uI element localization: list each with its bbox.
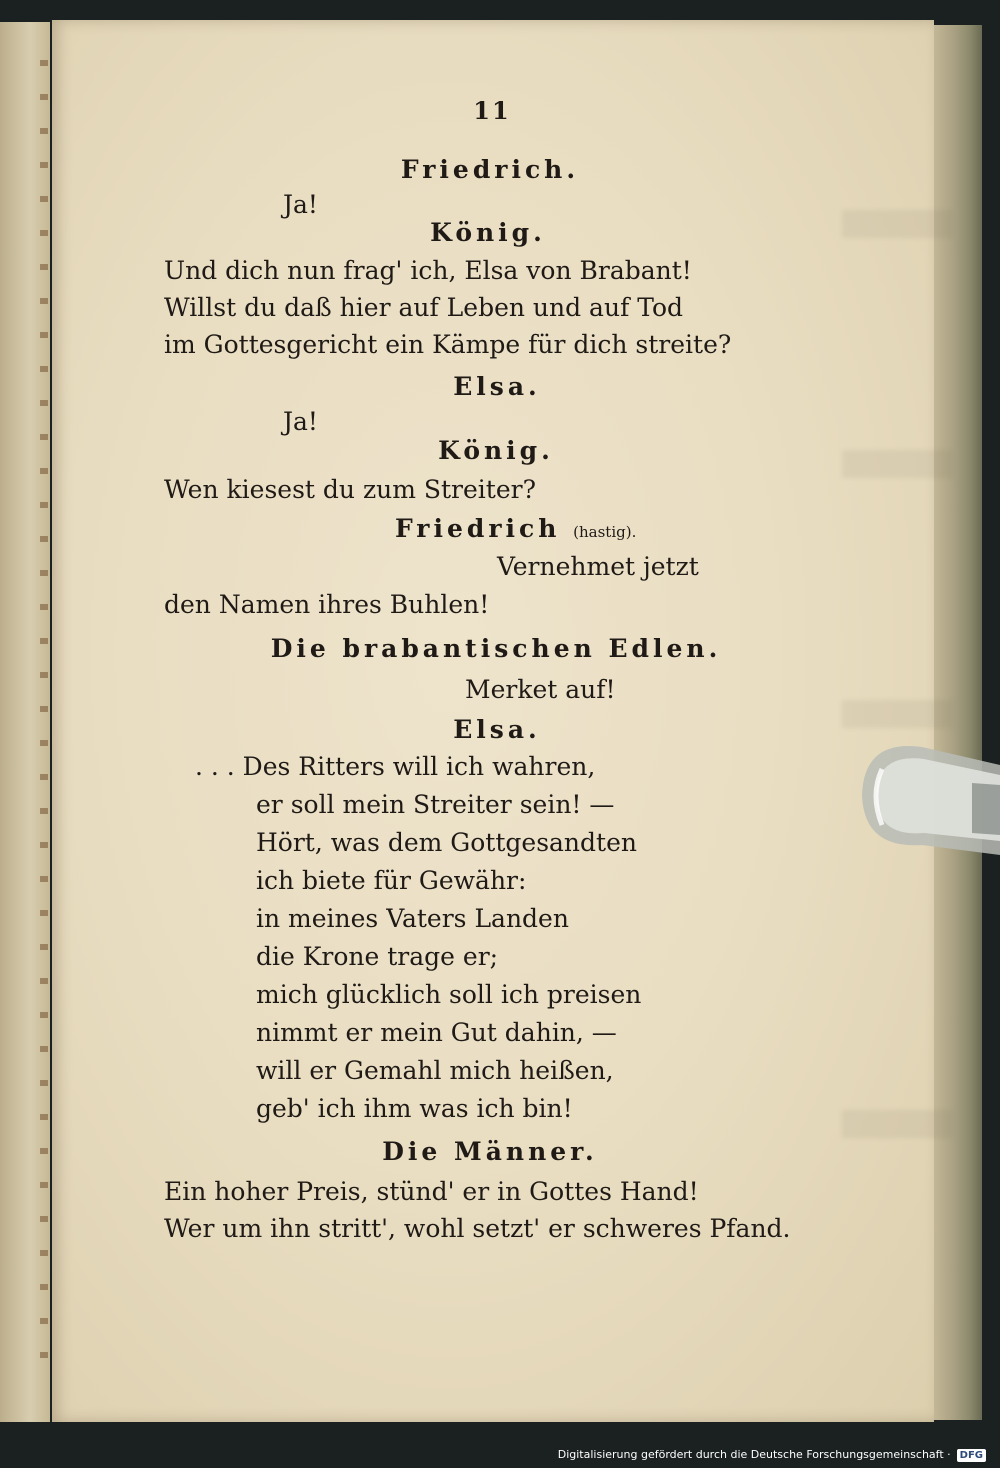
text-line: Willst du daß hier auf Leben und auf Tod bbox=[164, 293, 684, 322]
speaker-name: Die brabantischen Edlen. bbox=[270, 634, 722, 663]
speaker-name: Elsa. bbox=[453, 372, 541, 401]
verse-line: er soll mein Streiter sein! — bbox=[256, 790, 615, 819]
speaker-name-text: Friedrich bbox=[395, 514, 561, 543]
page-clip-icon bbox=[862, 745, 1000, 863]
text-line: Vernehmet jetzt bbox=[497, 552, 699, 581]
verse-line: mich glücklich soll ich preisen bbox=[256, 980, 642, 1009]
text-line: im Gottesgericht ein Kämpe für dich streite? bbox=[164, 330, 732, 359]
bleed-through bbox=[842, 450, 952, 478]
verse-line: will er Gemahl mich heißen, bbox=[256, 1056, 614, 1085]
page-number: 11 bbox=[473, 96, 511, 125]
bleed-through bbox=[842, 1110, 952, 1138]
text-line: Wen kiesest du zum Streiter? bbox=[164, 475, 536, 504]
verse-line: geb' ich ihm was ich bin! bbox=[256, 1094, 573, 1123]
text-line: Merket auf! bbox=[465, 675, 616, 704]
dfg-logo: DFG bbox=[957, 1449, 986, 1462]
bleed-through bbox=[842, 700, 952, 728]
binding-stitches bbox=[40, 60, 48, 1380]
text-line: Ja! bbox=[283, 407, 318, 436]
verse-line: . . . Des Ritters will ich wahren, bbox=[195, 752, 596, 781]
verse-line: nimmt er mein Gut dahin, — bbox=[256, 1018, 617, 1047]
speaker-name: König. bbox=[438, 436, 554, 465]
verse-line: Hört, was dem Gottgesandten bbox=[256, 828, 637, 857]
verse-line: ich biete für Gewähr: bbox=[256, 866, 527, 895]
speaker-name: König. bbox=[430, 218, 546, 247]
verse-line: in meines Vaters Landen bbox=[256, 904, 569, 933]
bleed-through bbox=[842, 210, 952, 238]
footer-text: Digitalisierung gefördert durch die Deutsche Forschungsgemeinschaft · bbox=[557, 1448, 951, 1461]
speaker-name: Die Männer. bbox=[382, 1137, 598, 1166]
text-line: Ja! bbox=[283, 190, 318, 219]
text-line: Und dich nun frag' ich, Elsa von Brabant! bbox=[164, 256, 692, 285]
text-line: den Namen ihres Buhlen! bbox=[164, 590, 490, 619]
footer-attribution bbox=[558, 1448, 986, 1462]
speaker-name: Friedrich. bbox=[400, 155, 580, 184]
verse-line: die Krone trage er; bbox=[256, 942, 499, 971]
speaker-name bbox=[395, 514, 636, 547]
stage-direction: (hastig). bbox=[573, 523, 637, 541]
text-line: Ein hoher Preis, stünd' er in Gottes Hand! bbox=[164, 1177, 699, 1206]
speaker-name: Elsa. bbox=[453, 715, 541, 744]
text-line: Wer um ihn stritt', wohl setzt' er schweres Pfand. bbox=[164, 1214, 791, 1243]
